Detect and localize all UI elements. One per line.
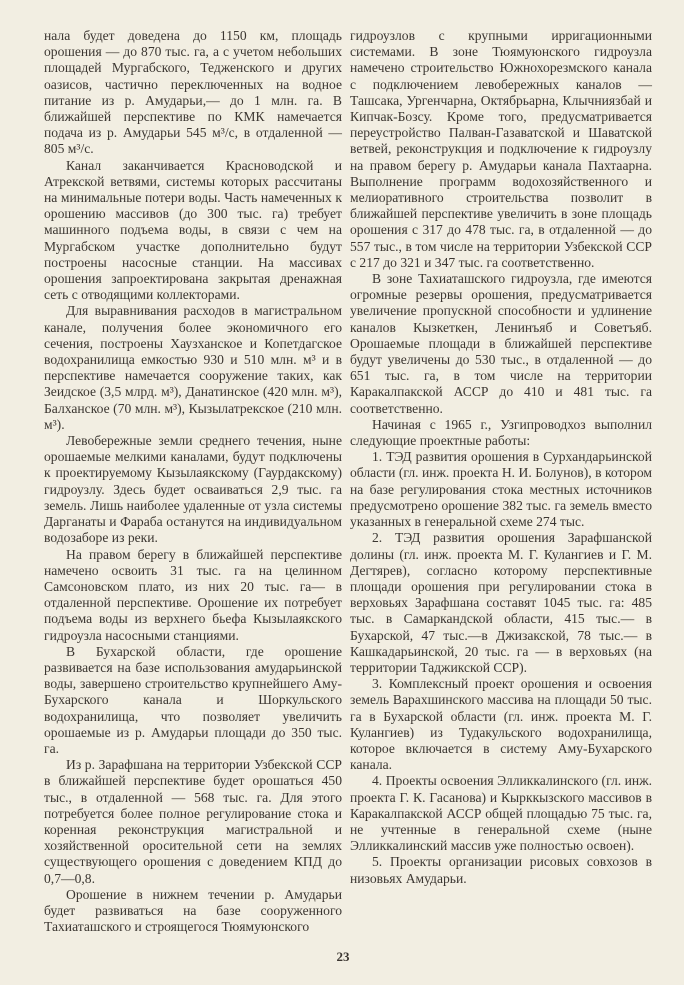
list-item: 5. Проекты организации рисовых совхозов в низовьях Амударьи. xyxy=(350,854,652,886)
paragraph: Для выравнивания расходов в магистральном канале, получения более экономичного его сечения, построены Хаузханское и Копетдагское водохранилища емкостью 930 и 510 млн. м³ и в перспективе намечается сооружение таких, как Зеидское (3,5 млрд. м³), Данатинское (420 млн. м³), Балханское (70 млн. м³), Кызылатрекское (210 млн. м³). xyxy=(44,303,342,432)
paragraph: Орошение в нижнем течении р. Амударьи будет развиваться на базе сооруженного Тахиаташского и строящегося Тюямуюнского xyxy=(44,886,342,935)
list-item: 4. Проекты освоения Элликкалинского (гл. инж. проекта Г. К. Гасанова) и Кырккызского массивов в Каракалпакской АССР общей площадью 75 тыс. га, не учтенные в генеральной схеме (ныне Элликкалинский массив уже полностью освоен). xyxy=(350,773,652,854)
paragraph: нала будет доведена до 1150 км, площадь орошения — до 870 тыс. га, а с учетом небольших площадей Мургабского, Тедженского и других оазисов, частично переключенных на водное питание из р. Амударьи,— до 1 млн. га. В ближайшей перспективе по КМК намечается подача из р. Амударьи 545 м³/с, в отдаленной — 805 м³/с. xyxy=(44,28,342,157)
paragraph: Начиная с 1965 г., Узгипроводхоз выполнил следующие проектные работы: xyxy=(350,416,652,449)
right-column xyxy=(350,28,652,887)
left-column xyxy=(44,28,342,935)
paragraph: Канал заканчивается Красноводской и Атрекской ветвями, системы которых рассчитаны на минимальные потери воды. Часть намеченных к орошению массивов (до 300 тыс. га) требует машинного подъема воды, в связи с чем на Мургабском участке дополнительно будут построены насосные станции. На массивах орошения запроектирована закрытая дренажная сеть с отводящими коллекторами. xyxy=(44,157,342,303)
paragraph: Левобережные земли среднего течения, ныне орошаемые мелкими каналами, будут подключены к проектируемому Кызылаякскому (Гаурдакскому) гидроузлу. Здесь будет осваиваться 2,9 тыс. га земель. Лишь наиболее удаленные от узла системы Дарганаты и Фараба останутся на индивидуальном водозаборе из реки. xyxy=(44,433,342,546)
paragraph: гидроузлов с крупными ирригационными системами. В зоне Тюямуюнского гидроузла намечено строительство Южнохорезмского канала с подключением левобережных каналов — Ташсака, Ургенчарна, Октябрьарна, Клычниязбай и Кипчак-Бозсу. Кроме того, предусматривается переустройство Палван-Газаватской и Шаватской ветвей, реконструкция и подключение к гидроузлу на правом берегу р. Амударьи канала Пахтаарна. Выполнение программ водохозяйственного и мелиоративного строительства позволит в ближайшей перспективе увеличить в зоне площадь орошения с 317 до 478 тыс. га, в отдаленной — до 557 тыс., в том числе на территории Узбекской ССР с 217 до 321 и 347 тыс. га соответственно. xyxy=(350,28,652,270)
paragraph: В зоне Тахиаташского гидроузла, где имеются огромные резервы орошения, предусматривается увеличение пропускной способности и удлинение каналов Кызкеткен, Ленинъяб и Советъяб. Орошаемые площади в ближайшей перспективе будут увеличены до 530 тыс., в отдаленной — до 651 тыс. га, в том числе на территории Каракалпакской АССР до 410 и 481 тыс. га соответственно. xyxy=(350,271,652,416)
columns xyxy=(44,28,652,935)
page-number: 23 xyxy=(336,949,350,965)
paragraph: Из р. Зарафшана на территории Узбекской ССР в ближайшей перспективе будет орошаться 450 тыс., в отдаленной — 568 тыс. га. Для этого потребуется более полное регулирование стока и коренная реконструкция магистральной и хозяйственной оросительной сети на землях существующего орошения с доведением КПД до 0,7—0,8. xyxy=(44,757,342,886)
list-item: 2. ТЭД развития орошения Зарафшанской долины (гл. инж. проекта М. Г. Кулангиев и Г. М. Дегтярев), согласно которому перспективные площади орошения при регулировании стока в верховьях Зарафшана составят 1045 тыс. га: 485 тыс. в Самаркандской области, 415 тыс.— в Бухарской, 47 тыс.—в Джизакской, 78 тыс.— в Кашкадарьинской, 20 тыс. га — в верховьях (на территории Таджикской ССР). xyxy=(350,530,652,675)
paragraph: В Бухарской области, где орошение развивается на базе использования амударьинской воды, завершено строительство крупнейшего Аму-Бухарского канала и Шоркульского водохранилища, что позволяет увеличить орошаемые из р. Амударьи площади до 350 тыс. га. xyxy=(44,643,342,756)
list-item: 1. ТЭД развития орошения в Сурхандарьинской области (гл. инж. проекта Н. И. Болунов), в котором на базе регулирования стока местных источников предусмотрено орошение 382 тыс. га земель вместо указанных в генеральной схеме 274 тыс. xyxy=(350,449,652,530)
paragraph: На правом берегу в ближайшей перспективе намечено освоить 31 тыс. га на целинном Самсоновском плато, из них 20 тыс. га— в отдаленной перспективе. Орошение их потребует подъема воды из верхнего бьефа Кызылаякского гидроузла насосными станциями. xyxy=(44,546,342,643)
list-item: 3. Комплексный проект орошения и освоения земель Варахшинского массива на площади 50 тыс. га в Бухарской области (гл. инж. проекта М. Г. Кулангиев) из Тудакульского водохранилища, которое включается в систему Аму-Бухарского канала. xyxy=(350,676,652,773)
